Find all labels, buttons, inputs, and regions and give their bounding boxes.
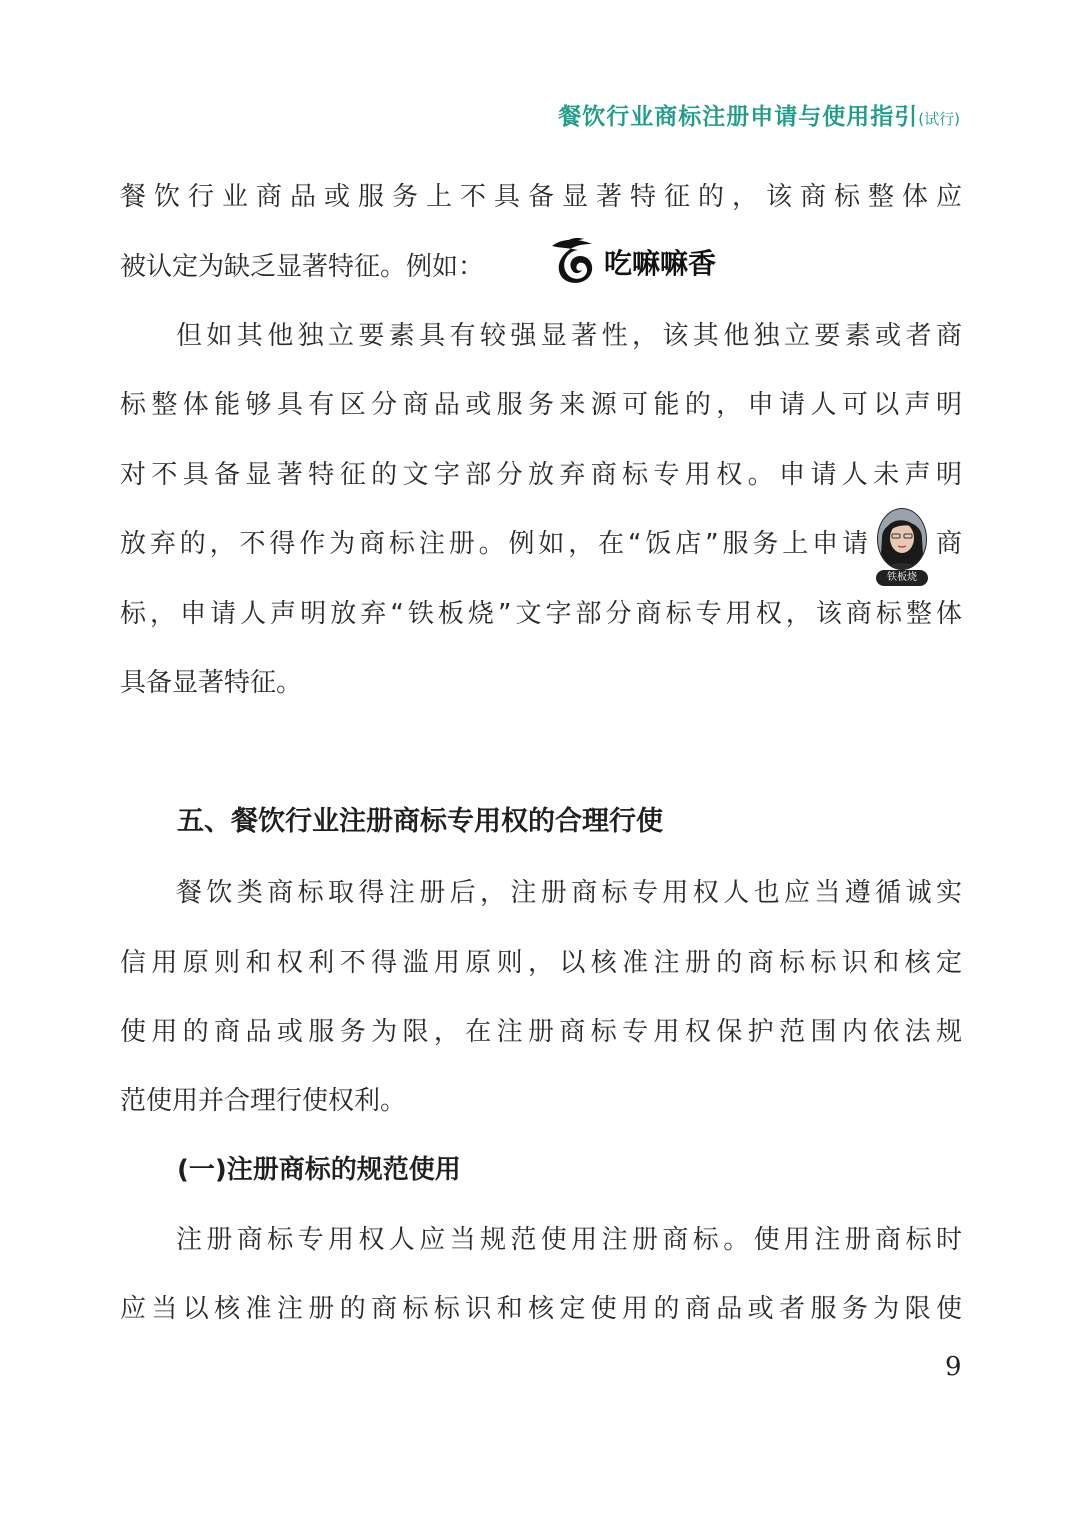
- paragraph-line: 范使用并合理行使权利。: [120, 1086, 407, 1116]
- logo-text: 吃嘛嘛香: [604, 247, 717, 280]
- paragraph-line: 信用原则和权利不得滥用原则，以核准注册的商标标识和核定: [120, 948, 962, 978]
- paragraph-line: 但如其他独立要素具有较强显著性，该其他独立要素或者商: [176, 321, 962, 351]
- paragraph-line: 餐饮行业商品或服务上不具备显著特征的，该商标整体应: [120, 182, 962, 212]
- swirl-logo-icon: [548, 236, 600, 288]
- paragraph-line: 标，申请人声明放弃“铁板烧”文字部分商标专用权，该商标整体: [120, 599, 962, 629]
- paragraph-line: 使用的商品或服务为限，在注册商标专用权保护范围内依法规: [120, 1017, 962, 1047]
- page-number: 9: [945, 1352, 962, 1382]
- document-title: 餐饮行业商标注册申请与使用指引: [558, 104, 919, 130]
- section-heading: 五、餐饮行业注册商标专用权的合理行使: [177, 806, 663, 837]
- paragraph-line: 被认定为缺乏显著特征。例如：: [120, 252, 485, 282]
- portrait-caption: 铁板烧: [876, 570, 928, 586]
- paragraph-line: 标整体能够具有区分商品或服务来源可能的，申请人可以声明: [120, 390, 962, 420]
- paragraph-line: 餐饮类商标取得注册后，注册商标专用权人也应当遵循诚实: [176, 878, 962, 908]
- paragraph-line-end: 商: [936, 529, 963, 559]
- paragraph-line: 应当以核准注册的商标标识和核定使用的商品或者服务为限使: [120, 1294, 962, 1324]
- running-header: [558, 98, 960, 131]
- trademark-logo-example: [548, 236, 716, 288]
- paragraph-line: 具备显著特征。: [120, 668, 303, 698]
- portrait-icon: [874, 508, 930, 578]
- paragraph-line: 对不具备显著特征的文字部分放弃商标专用权。申请人未声明: [120, 460, 962, 490]
- subsection-heading: (一)注册商标的规范使用: [177, 1155, 461, 1185]
- document-subtitle: (试行): [918, 110, 960, 128]
- paragraph-line: 注册商标专用权人应当规范使用注册商标。使用注册商标时: [176, 1225, 962, 1255]
- paragraph-line: 放弃的，不得作为商标注册。例如，在“饭店”服务上申请: [120, 529, 868, 559]
- trademark-portrait-example: [874, 508, 930, 588]
